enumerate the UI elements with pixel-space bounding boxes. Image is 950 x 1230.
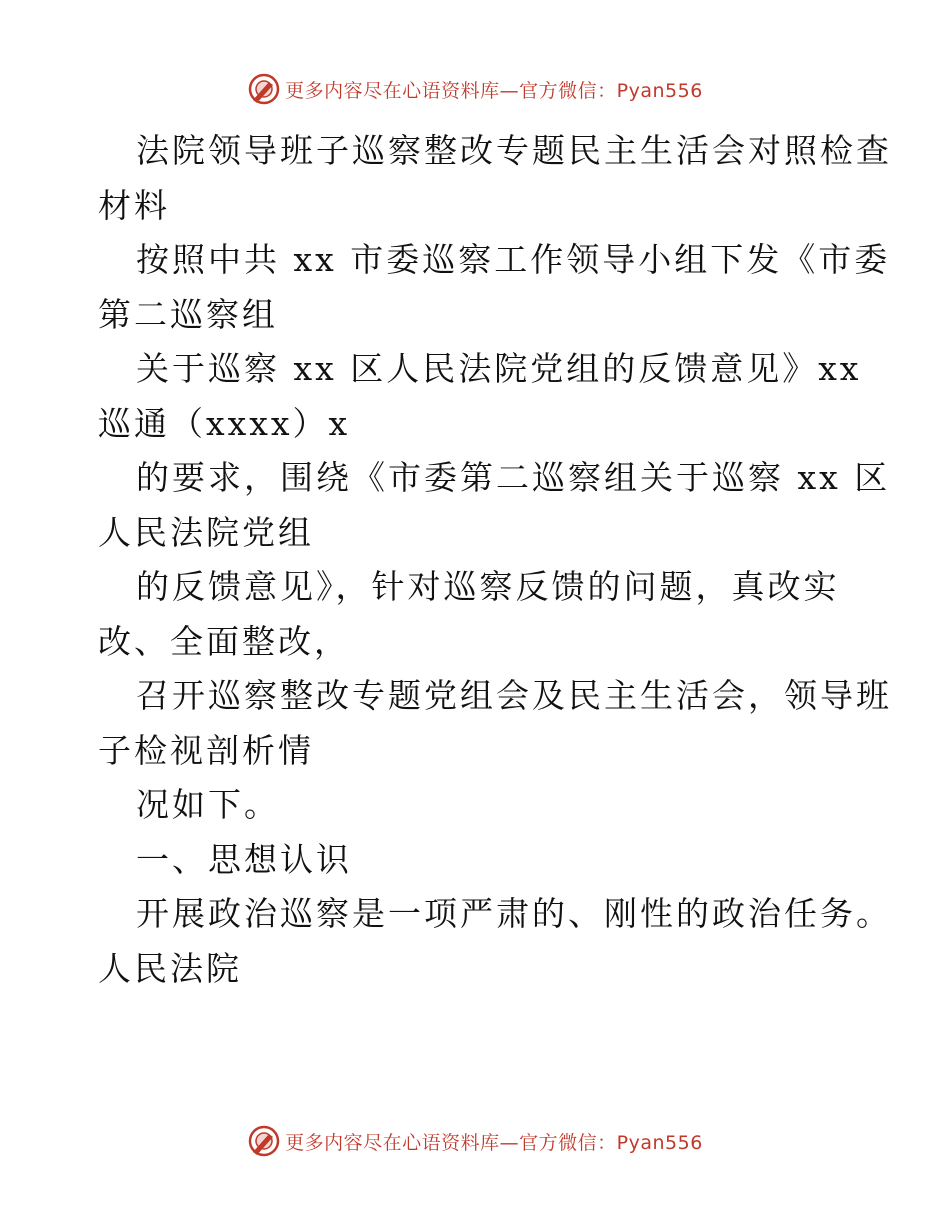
paragraph-line: 子检视剖析情: [98, 730, 314, 770]
title-line: 材料: [98, 185, 170, 225]
title-line: 法院领导班子巡察整改专题民主生活会对照检查: [136, 131, 892, 170]
watermark-text: 更多内容尽在心语资料库—官方微信：Pyan556: [285, 1131, 703, 1154]
paragraph-line: 的要求，围绕《市委第二巡察组关于巡察 xx 区: [136, 458, 891, 497]
paragraph-line: 的反馈意见》，针对巡察反馈的问题，真改实: [136, 567, 840, 606]
document-body: [98, 124, 892, 996]
paragraph-line: 人民法院党组: [98, 512, 314, 552]
watermark-header: [0, 72, 950, 106]
watermark-footer: [0, 1124, 950, 1158]
paragraph-line: 开展政治巡察是一项严肃的、刚性的政治任务。: [136, 894, 892, 933]
paragraph-line: 第二巡察组: [98, 294, 278, 334]
paragraph-line: 巡通（xxxx）x: [98, 403, 351, 443]
paragraph-line: 关于巡察 xx 区人民法院党组的反馈意见》xx: [136, 349, 862, 388]
paragraph-line: 按照中共 xx 市委巡察工作领导小组下发《市委: [136, 240, 891, 279]
pen-logo-icon: [247, 72, 281, 106]
paragraph-line: 人民法院: [98, 948, 242, 988]
paragraph-line: 况如下。: [136, 785, 280, 824]
paragraph-line: 改、全面整改，: [98, 621, 350, 661]
paragraph-line: 召开巡察整改专题党组会及民主生活会，领导班: [136, 676, 892, 715]
watermark-text: 更多内容尽在心语资料库—官方微信：Pyan556: [285, 79, 703, 102]
section-heading: 一、思想认识: [136, 839, 352, 879]
pen-logo-icon: [247, 1124, 281, 1158]
